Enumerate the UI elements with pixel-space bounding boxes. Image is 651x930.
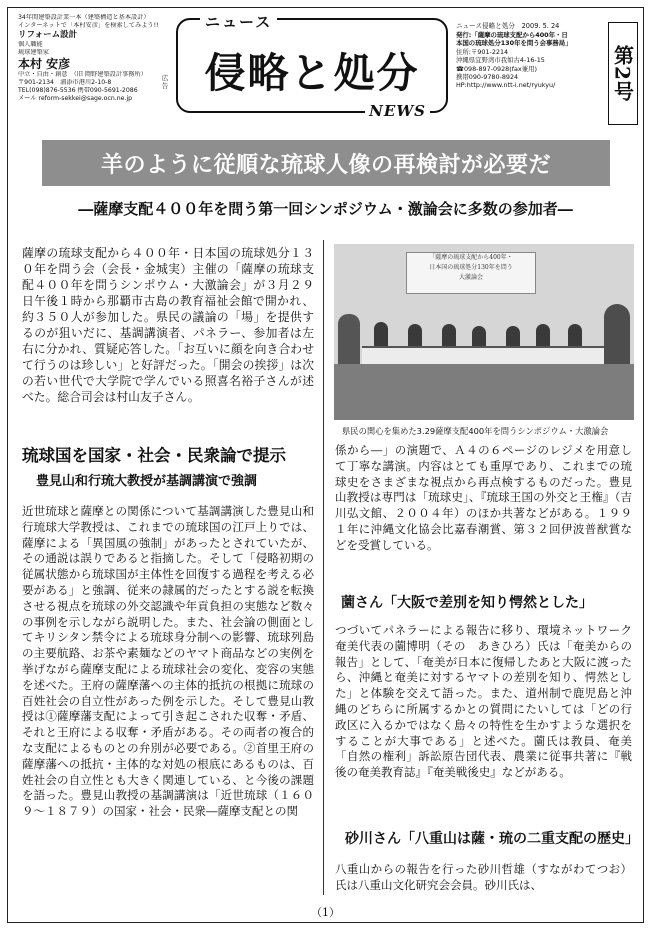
issue-number: 第2号: [610, 45, 635, 102]
info-paper-date: [456, 22, 608, 31]
info-date: 2009. 5. 24: [521, 22, 560, 30]
ad-address: 〒901-2134 浦添市港川2-10-8: [18, 79, 112, 86]
info-address: 沖縄県宜野湾市我如古4-16-15: [456, 56, 545, 65]
info-tel: ☎098-897-0928(fax兼用): [456, 64, 537, 73]
photo-stage-shape: [334, 364, 634, 420]
section2-body: つづいてパネラーによる報告に移り、環境ネットワーク奄美代表の薗博明（その あきひろ）氏は「奄美からの報告」として、「奄美が日本に復帰したあと大阪に渡ったら、沖縄と奄美に対するヤマトの差別を知り、愕然とした」と体験を交えて語った。また、道州制で鹿児島と沖縄のどちらに所属するかとの質問にたいしては「どの行政区に入るかではなく島々の特性を生かすような選択をすることが大事である」と述べた。薗氏は教員、奄美「自然の権利」訴訟原告団代表、農業に従事共著に『戦後の奄美教育誌』『奄美戦後史』などがある。: [335, 623, 632, 780]
section1-heading: 琉球国を国家・社会・民衆論で提示: [22, 446, 286, 465]
info-publisher-2: 本国の琉球処分130年を問う会事務局」: [456, 39, 572, 48]
ad-name: 本村 安彦: [18, 57, 71, 71]
info-homepage: HP:http://www.ntt-i.net/ryukyu/: [456, 81, 556, 90]
page-number: （1）: [311, 906, 340, 919]
info-address-label: 住所:〒901-2214: [456, 47, 509, 56]
section1-continued: 係から―」の演題で、Ａ４の６ページのレジメを用意して丁寧な講演。内容はとても重厚であり、これまでの琉球史をさまざまな視点から再点検するものだった。豊見山教授は専門は「琉球史」、『琉球王国の外交と王権』（吉川弘文館、２００４年）のほか共著などがある。１９９１年に沖縄文化協会比嘉春潮賞、第３２回伊波普猷賞などを受賞している。: [335, 443, 632, 552]
photo-banner-line-3: 大激論会: [458, 274, 483, 281]
ad-side-label: 広告: [161, 74, 169, 90]
newspaper-title: 侵略と処分: [204, 49, 420, 97]
ad-firm: リフォーム設計: [18, 30, 78, 40]
photo-statue-shape: [338, 314, 360, 370]
section3-heading: 砂川さん「八重山は薩・琉の二重支配の歴史」: [345, 831, 639, 847]
publisher-info: [456, 22, 608, 90]
section1-body: 近世琉球と薩摩との関係について基調講演した豊見山和行琉球大学教授は、これまでの琉球国の江戸上りでは、薩摩による「異国風の強制」があったとされていたが、その通説は誤りであると指摘した。そして「侵略初期の従属状態から琉球国が主体性を回復する過程を考える必要がある」と強調、従来の隷属的だったとする説を転換させる視点を琉球の外交認識や年貢負担の実態など数々の事例を示しながら説明した。また、社会論の側面としてキリシタン禁令による琉球身分制への影響、琉球列島の主要航路、お茶や素麺などのヤマト商品などの実例を挙げながら薩摩支配による琉球社会の変化、変容の実態を述べた。王府の薩摩藩への主体的抵抗の根拠に琉球の百姓社会の自立性があった例を示した。そして豊見山教授は①薩摩藩支配によって引き起こされた収奪・矛盾、それと王府による収奪・矛盾がある。その両者の複合的な支配によるものとの弁別が必要である。②首里王府の薩摩藩への抵抗・主体的な対処の根底にあるものは、百姓社会の自立性とも大きく関連している、と今後の課題を語った。豊見山教授の基調講演は「近世琉球（１６０９～１８７９）の国家・社会・民衆―薩摩支配との関: [22, 504, 314, 819]
info-paper: ニュース侵略と処分: [456, 22, 516, 30]
subheadline: ―薩摩支配４００年を問う第一回シンポジウム・激論会に多数の参加者―: [78, 200, 573, 218]
title-news-jp: ニュース: [200, 11, 277, 32]
photo-banner: [406, 252, 536, 294]
headline-band: [42, 140, 610, 186]
ad-sub: 中立・自由・創意 （旧 岡野建築設計事務所）: [18, 71, 147, 78]
title-news-en: NEWS: [365, 102, 430, 120]
photo-banner-line-1: 「薩摩の琉球支配から400年・: [429, 254, 513, 261]
issue-number-box: [608, 22, 638, 125]
photo-caption: 県民の関心を集めた3.29薩摩支配400年を問うシンポジウム・大激論会: [342, 426, 609, 436]
ad-tel: TEL(098)876-5536 携帯090-5691-2086: [18, 87, 138, 94]
column-divider: [323, 240, 324, 895]
ad-mail: メール reform-sekkei@sage.ocn.ne.jp: [18, 95, 133, 102]
advertisement: [18, 14, 166, 124]
section2-heading: 薗さん「大阪で差別を知り愕然とした」: [341, 595, 593, 611]
lead-paragraph: 薩摩の琉球支配から４００年・日本国の琉球処分１３０年を問う会（会長・金城実）主催の「薩摩の琉球支配４００年を問うシンポウム・大激論会」が３月２９日午後１時から那覇市古島の教育福祉会館で開かれ、約３５０人が参加した。県民の議論の「場」を提供するのが狙いだに、基調講演者、パネラー、参加者は左右に分かれ、質疑応答した。「お互いに顔を向き合わせて行うのは珍しい」と好評だった。「開会の挨拶」は次の若い世代で大学院で学んでいる照喜名裕子さんが述べた。総合司会は村山友子さん。: [22, 246, 314, 404]
photo-person-shape: [374, 322, 388, 348]
newspaper-title-box: [176, 13, 448, 120]
section1-subheading: 豊見山和行琉大教授が基調講演で強調: [36, 474, 258, 489]
ad-tagline: 34年間建築設計業一本（建築構造と基本設計）: [18, 14, 150, 21]
photo-banner-line-2: 日本国の琉球処分130年を問う: [429, 264, 513, 271]
ad-role: 個人職能: [18, 41, 43, 48]
info-publisher: 発行:「薩摩の琉球支配から400年・日: [456, 31, 568, 39]
section3-body: 八重山からの報告を行った砂川哲雄（すながわてつお）氏は八重山文化研究会会員。砂川氏は、: [335, 862, 632, 892]
symposium-photo: [334, 244, 634, 420]
newspaper-page: [7, 7, 644, 923]
ad-tagline-2: インターネットで「本村安彦」を検索してみよう!!: [18, 22, 159, 29]
ad-firm-2: 琉球建築家: [18, 49, 49, 56]
headline: 羊のように従順な琉球人像の再検討が必要だ: [100, 152, 551, 178]
info-mobile: 携帯090-9780-8924: [456, 73, 519, 82]
